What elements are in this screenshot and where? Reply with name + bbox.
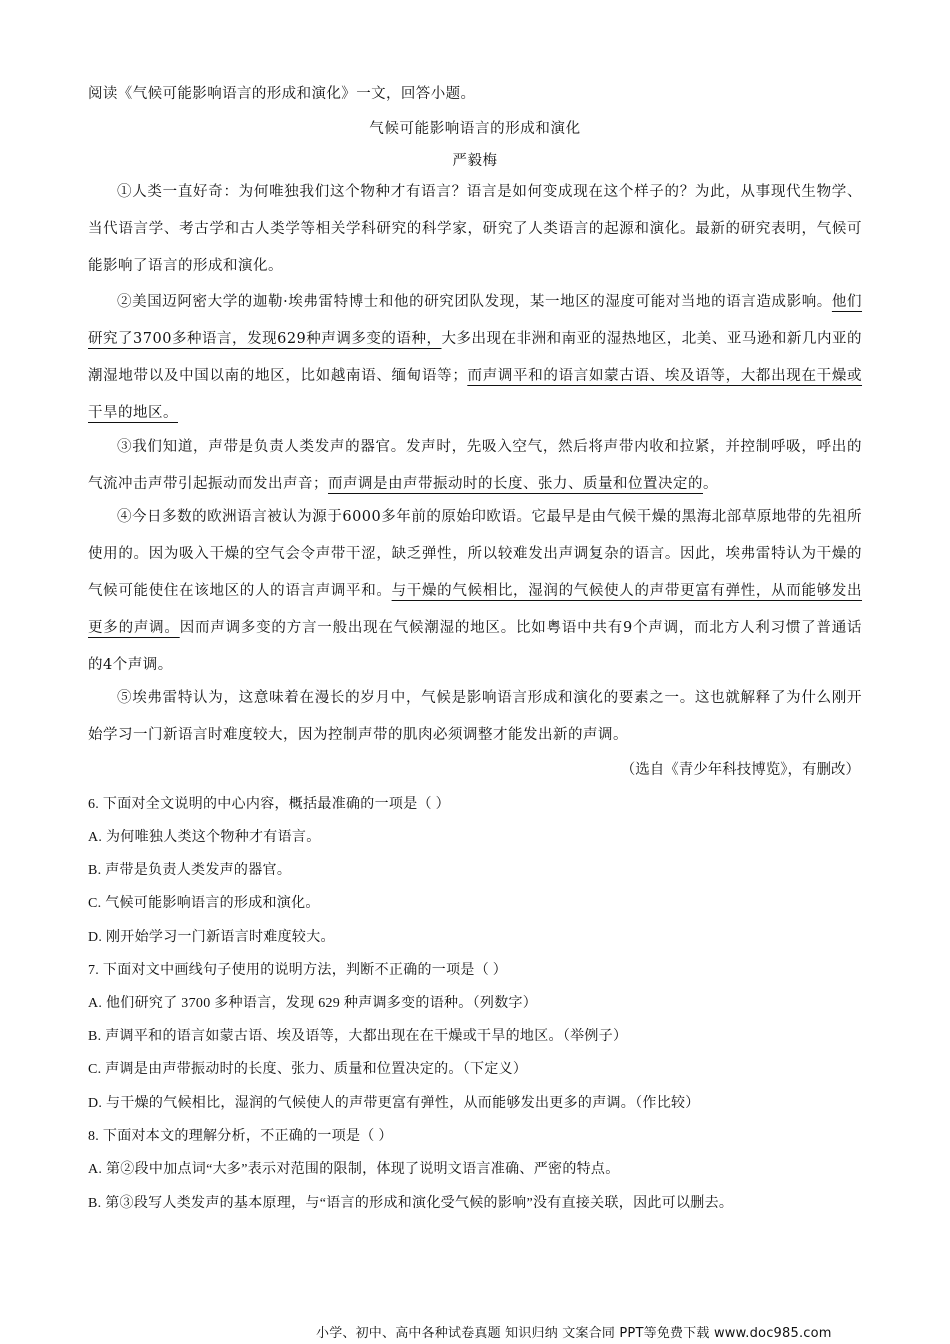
article-author: 严毅梅	[452, 153, 498, 169]
question-7-option-c: C. 声调是由声带振动时的长度、张力、质量和位置决定的。（下定义）	[88, 1062, 528, 1077]
question-8-stem: 8. 下面对本文的理解分析，不正确的一项是（ ）	[88, 1129, 393, 1144]
reading-instruction: 阅读《气候可能影响语言的形成和演化》一文，回答小题。	[88, 86, 476, 102]
question-6-option-c: C. 气候可能影响语言的形成和演化。	[88, 896, 320, 911]
paragraph-3-text-b: 。	[703, 476, 718, 492]
paragraph-2	[88, 284, 862, 432]
paragraph-2-text-a: ②美国迈阿密大学的迦勒·埃弗雷特博士和他的研究团队发现，某一地区的湿度可能对当地的语言造成影响。	[117, 294, 832, 310]
question-7-option-a: A. 他们研究了 3700 多种语言，发现 629 种声调多变的语种。（列数字）	[88, 996, 538, 1011]
question-6-option-d: D. 刚开始学习一门新语言时难度较大。	[88, 930, 335, 945]
paragraph-4-text-a: ④今日多数的欧洲语言被认为源于6000多年前的原始印欧语。它最早是由气候干燥的黑海北部草原地带的先祖所使用的。因为吸入干燥的空气会令声带干涩，缺乏弹性，所以较难发出声调复杂的语言。因此，埃弗雷特认为干燥的气候可能使住在该地区的人的语言声调平和。	[88, 509, 862, 599]
paragraph-3-text-a: ③我们知道，声带是负责人类发声的器官。发声时，先吸入空气，然后将声带内收和拉紧，并控制呼吸，呼出的气流冲击声带引起振动而发出声音；	[88, 439, 862, 492]
paragraph-3	[88, 429, 862, 503]
question-6-stem: 6. 下面对全文说明的中心内容，概括最准确的一项是（ ）	[88, 797, 450, 812]
paragraph-2-text-b: 大多出现在非洲和南亚的湿热地区，北美、亚马逊和新几内亚的潮湿地带以及中国以南的地区，比如越南语、缅甸语等；	[88, 331, 863, 384]
underlined-sentence-3: 而声调是由声带振动时的长度、张力、质量和位置决定的	[328, 476, 703, 492]
paragraph-4-text-b: 因而声调多变的方言一般出现在气候潮湿的地区。比如粤语中共有9个声调，而北方人利习惯了普通话的4个声调。	[88, 620, 862, 673]
page-footer: 小学、初中、高中各种试卷真题 知识归纳 文案合同 PPT等免费下载 www.doc985.com	[316, 1326, 832, 1341]
question-6-option-b: B. 声带是负责人类发声的器官。	[88, 863, 292, 878]
paragraph-1: ①人类一直好奇：为何唯独我们这个物种才有语言？语言是如何变成现在这个样子的？为此，从事现代生物学、当代语言学、考古学和古人类学等相关学科研究的科学家，研究了人类语言的起源和演化。最新的研究表明，气候可能影响了语言的形成和演化。	[88, 184, 862, 274]
question-7-option-b: B. 声调平和的语言如蒙古语、埃及语等，大都出现在在干燥或干旱的地区。（举例子）	[88, 1029, 628, 1044]
question-6-option-a: A. 为何唯独人类这个物种才有语言。	[88, 830, 321, 845]
question-7-option-d: D. 与干燥的气候相比，湿润的气候使人的声带更富有弹性，从而能够发出更多的声调。（作比较）	[88, 1096, 700, 1111]
underlined-sentence-4: 与干燥的气候相比，湿润的气候使人的声带更富有弹性，从而能够发出更多的声调。	[88, 583, 863, 636]
article-source: （选自《青少年科技博览》，有删改）	[620, 762, 860, 778]
underlined-sentence-2: 而声调平和的语言如蒙古语、埃及语等，大都出现在干燥或干旱的地区。	[88, 368, 863, 421]
question-8-option-b: B. 第③段写人类发声的基本原理，与“语言的形成和演化受气候的影响”没有直接关联，因此可以删去。	[88, 1196, 734, 1211]
paragraph-4	[88, 499, 862, 684]
question-8-option-a: A. 第②段中加点词“大多”表示对范围的限制，体现了说明文语言准确、严密的特点。	[88, 1162, 620, 1177]
question-7-stem: 7. 下面对文中画线句子使用的说明方法，判断不正确的一项是（ ）	[88, 963, 508, 978]
article-title: 气候可能影响语言的形成和演化	[369, 121, 581, 137]
paragraph-5: ⑤埃弗雷特认为，这意味着在漫长的岁月中，气候是影响语言形成和演化的要素之一。这也就解释了为什么刚开始学习一门新语言时难度较大，因为控制声带的肌肉必须调整才能发出新的声调。	[88, 690, 862, 743]
underlined-sentence-1: 他们研究了3700多种语言，发现629种声调多变的语种，	[88, 294, 863, 347]
